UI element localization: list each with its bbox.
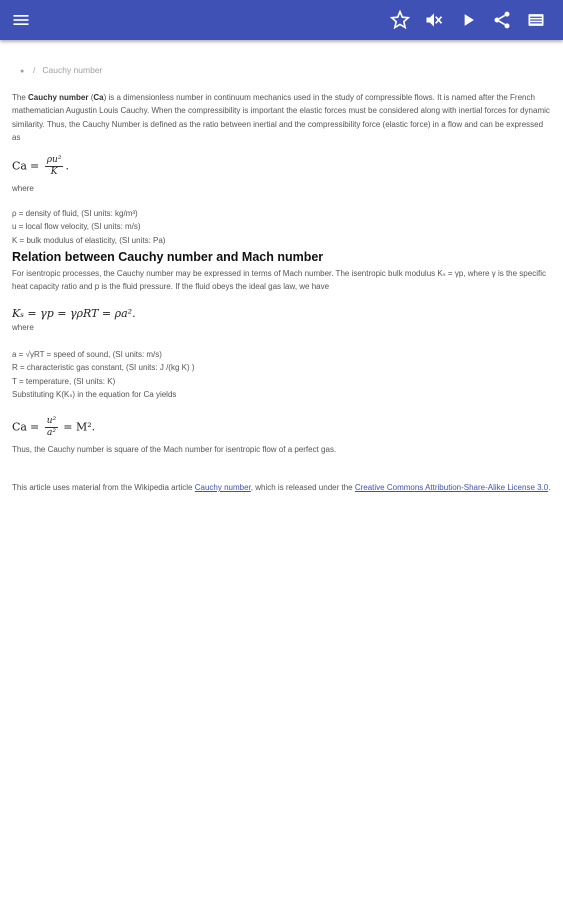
hamburger-menu-icon[interactable]	[9, 8, 33, 32]
intro-text: (	[88, 93, 94, 102]
equation-lhs: Ca	[12, 420, 27, 434]
fraction-denominator: K	[50, 167, 58, 177]
star-icon[interactable]	[388, 8, 412, 32]
fraction-denominator: a²	[46, 428, 56, 438]
definition-list-2	[12, 348, 195, 402]
view-list-icon[interactable]	[524, 8, 548, 32]
wikipedia-article-link[interactable]: Cauchy number	[194, 483, 251, 492]
play-icon[interactable]	[456, 8, 480, 32]
intro-text: ) is a dimensionless number in continuum mechanics used in the study of compressible flows. It is named after the French mathematician Augustin Louis Cauchy. When the compressibility is important the elastic forces must be considered along with inertial forces for dynamic similarity. Thus, the Cauchy Number is defined as the ratio between inertial and the compressibility force (elastic force) in a flow and can be expressed as	[12, 93, 550, 143]
app-bar	[0, 0, 563, 40]
equation-cauchy: Ca = $\frac{\text{ρu²}}{K}$ .	[12, 155, 69, 177]
share-icon[interactable]	[490, 8, 514, 32]
volume-off-icon[interactable]	[422, 8, 446, 32]
breadcrumb	[20, 65, 102, 75]
section-paragraph: For isentropic processes, the Cauchy number may be expressed in terms of Mach number. The isentropic bulk modulus Kₛ = γp, where γ is the specific heat capacity ratio and p is the fluid pressure. If the fluid obeys the ideal gas law, we have	[12, 269, 546, 292]
definition-list-1	[12, 207, 165, 247]
definition-item: R = characteristic gas constant, (SI units: J /(kg K) )	[12, 363, 195, 373]
intro-text: The	[12, 93, 29, 102]
equation-lhs: Ca	[12, 159, 27, 173]
equation-bulk-modulus: Kₛ = γp = γρRT = ρa².	[12, 307, 136, 320]
license-link[interactable]: Creative Commons Attribution-Share-Alike License 3.0	[354, 483, 549, 492]
where-label: where	[12, 184, 34, 193]
definition-item: Substituting K(Kₛ) in the equation for Ca yields	[12, 390, 177, 400]
equation-mach: Ca = $\frac{\text{u²}}{\text{a²}}$ = M².	[12, 416, 96, 438]
footer-text: .	[548, 483, 551, 492]
fraction-numerator: ρu²	[46, 155, 62, 165]
breadcrumb-separator: /	[33, 65, 36, 75]
bold-term: Cauchy number	[28, 93, 89, 102]
definition-item: u = local flow velocity, (SI units: m/s)	[12, 222, 141, 232]
breadcrumb-current: Cauchy number	[42, 65, 103, 75]
intro-paragraph	[12, 91, 552, 145]
definition-item: K = bulk modulus of elasticity, (SI units: Pa)	[12, 235, 166, 245]
where-label: where	[12, 323, 34, 332]
equation-rhs: = M².	[63, 420, 96, 434]
footer-text: , which is released under the	[250, 483, 355, 492]
definition-item: T = temperature, (SI units: K)	[12, 376, 116, 386]
definition-item: ρ = density of fluid, (SI units: kg/m³)	[12, 209, 138, 218]
home-icon[interactable]: ●	[20, 68, 25, 75]
attribution-footer	[12, 481, 552, 494]
footer-text: This article uses material from the Wikipedia article	[12, 483, 195, 492]
section-heading: Relation between Cauchy number and Mach number	[12, 250, 324, 264]
bold-abbr: Ca	[93, 93, 104, 102]
equation-fraction	[45, 155, 64, 178]
fraction-numerator: u²	[46, 416, 57, 426]
definition-item: a = √γRT = speed of sound, (SI units: m/s)	[12, 350, 162, 359]
equation-fraction	[45, 416, 58, 439]
conclusion-text: Thus, the Cauchy number is square of the Mach number for isentropic flow of a perfect gas.	[12, 445, 337, 454]
